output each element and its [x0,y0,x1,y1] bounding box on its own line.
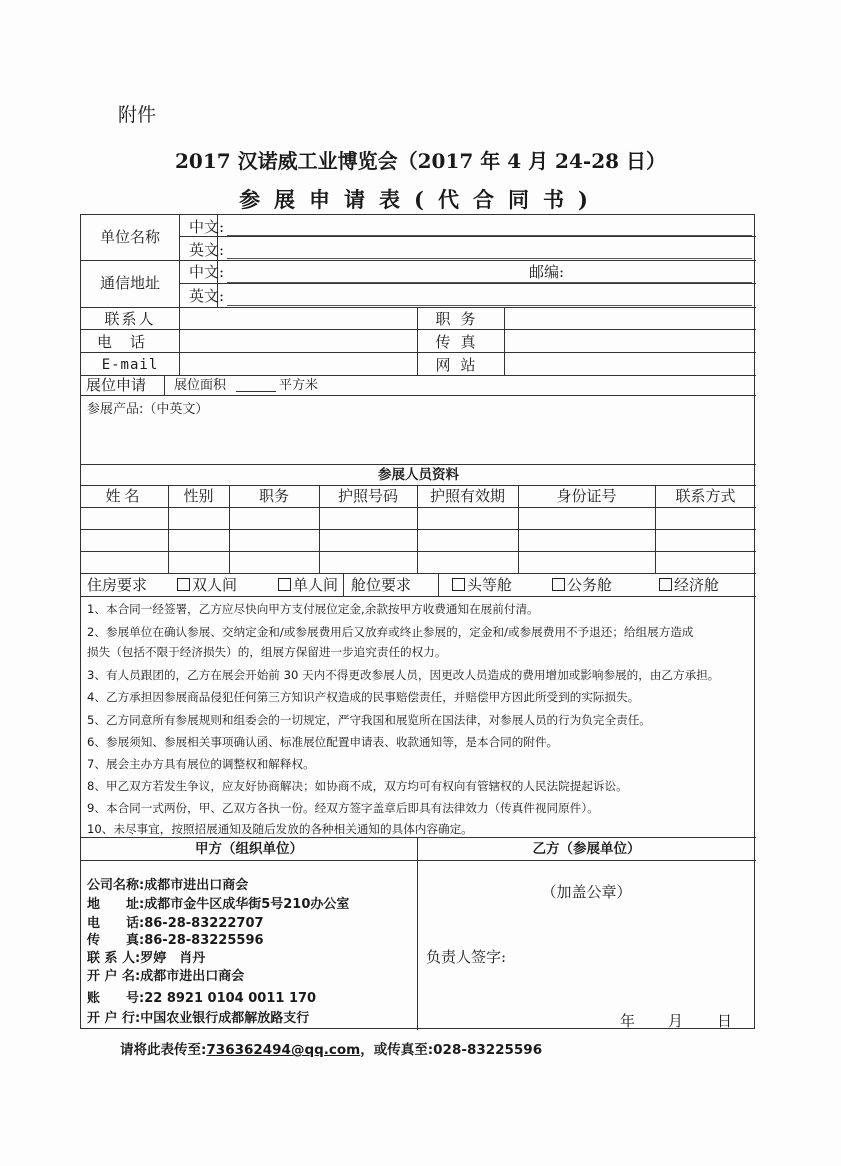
address-en-field[interactable] [227,305,752,306]
party-a-field-label: 联 系 人: [87,951,141,966]
term-item: 9、本合同一式两份，甲、乙双方各执一份。经双方签字盖章后即具有法律效力（传真件视同原件）。 [87,801,599,815]
party-b-header: 乙方（参展单位） [532,841,641,857]
form-subtitle: 参展申请表(代合同书) [239,187,602,212]
position-label: 职务 [435,310,486,328]
position-field[interactable] [505,308,755,328]
attachment-label: 附件 [118,104,157,126]
party-a-company-value: 成都市进出口商会 [144,878,249,893]
booth-area-field[interactable] [236,391,276,392]
party-a-account-name-value: 成都市进出口商会 [140,969,245,984]
postcode-label: 邮编: [529,263,565,281]
company-name-cn-field[interactable] [227,235,752,236]
term-item: 6、参展须知、参展相关事项确认函、标准展位配置申请表、收款通知等，是本合同的附件。 [87,735,559,749]
staff-section-title: 参展人员资料 [378,467,459,483]
checkbox-icon [659,578,672,591]
website-label: 网站 [435,356,486,374]
party-a-field-label: 传 真: [87,933,145,948]
party-a-account-no-value: 22 8921 0104 0011 170 [144,991,317,1006]
term-item: 3、有人员跟团的，乙方在展会开始前 30 天内不得更改参展人员，因更改人员造成的费用增加或影响参展的，由乙方承担。 [87,668,720,682]
housing-option-double[interactable]: 双人间 [177,576,237,594]
company-name-cn-label: 中文: [189,218,225,236]
cabin-option-first[interactable]: 头等舱 [452,576,512,594]
staff-col-passport-no: 护照号码 [337,487,398,505]
term-item: 损失（包括不限于经济损失）的，组展方保留进一步追究责任的权力。 [87,645,447,659]
products-label: 参展产品:（中英文） [87,402,209,417]
booth-area-unit: 平方米 [279,378,319,393]
footer-middle: ，或传真至: [360,1042,434,1058]
party-a-contact-value: 罗婷 肖丹 [140,951,206,966]
party-a-field-label: 公司名称: [87,878,145,893]
document-title: 2017 汉诺威工业博览会（2017 年 4 月 24-28 日） [175,149,666,173]
address-cn-label: 中文: [189,263,225,281]
staff-col-id-number: 身份证号 [556,487,617,505]
housing-label: 住房要求 [87,576,148,594]
term-item: 1、本合同一经签署，乙方应尽快向甲方支付展位定金,余款按甲方收费通知在展前付清。 [87,602,539,616]
party-a-phone-value: 86-28-83222707 [144,916,264,931]
term-item: 4、乙方承担因参展商品侵犯任何第三方知识产权造成的民事赔偿责任，并赔偿甲方因此所受到的实际损失。 [87,690,640,704]
cabin-option-business[interactable]: 公务舱 [552,576,612,594]
staff-col-gender: 性别 [183,487,214,505]
party-a-address-value: 成都市金牛区成华街5号210办公室 [144,897,350,912]
email-label: E-mail [101,357,159,373]
footer-prefix: 请将此表传至: [120,1042,207,1058]
housing-option-single[interactable]: 单人间 [278,576,338,594]
date-year-label: 年 [620,1012,636,1030]
booth-area-label: 展位面积 [174,378,227,393]
staff-col-position: 职务 [258,487,289,505]
phone-label: 电话 [96,333,163,351]
term-item: 2、参展单位在确认参展、交纳定金和/或参展费用后又放弃或终止参展的，定金和/或参展费用不予退还；给组展方造成 [87,625,694,639]
checkbox-icon [278,578,291,591]
checkbox-icon [552,578,565,591]
party-a-bank-value: 中国农业银行成都解放路支行 [140,1011,310,1026]
address-label: 通信地址 [99,274,160,292]
company-name-en-field[interactable] [227,258,752,259]
email-field[interactable] [180,353,416,374]
party-a-fax-value: 86-28-83225596 [144,933,264,948]
cabin-label: 舱位要求 [351,576,412,594]
party-a-field-label: 账 号: [87,991,145,1006]
products-field[interactable] [82,420,755,462]
application-form [80,214,755,1029]
staff-row[interactable] [82,508,755,528]
contact-person-label: 联系人 [104,310,156,328]
checkbox-icon [177,578,190,591]
date-month-label: 月 [668,1012,684,1030]
booth-application-label: 展位申请 [86,376,147,394]
term-item: 8、甲乙双方若发生争议，应友好协商解决；如协商不成，双方均可有权向有管辖权的人民法院提起诉讼。 [87,779,628,793]
party-b-signature-field[interactable] [521,943,741,967]
party-a-field-label: 开 户 行: [87,1011,141,1026]
party-a-header: 甲方（组织单位） [195,841,303,857]
party-b-signature-label: 负责人签字: [426,948,507,966]
staff-col-passport-expiry: 护照有效期 [429,487,505,505]
term-item: 10、未尽事宜，按照招展通知及随后发放的各种相关通知的具体内容确定。 [87,822,473,836]
staff-col-contact: 联系方式 [675,487,736,505]
company-name-en-label: 英文: [189,241,225,259]
term-item: 7、展会主办方具有展位的调整权和解释权。 [87,757,315,771]
fax-field[interactable] [505,330,755,351]
cabin-option-economy[interactable]: 经济舱 [659,576,719,594]
party-a-field-label: 电 话: [87,916,145,931]
address-cn-field[interactable] [227,282,752,283]
contact-person-field[interactable] [180,308,416,328]
company-name-label: 单位名称 [99,228,160,246]
address-en-label: 英文: [189,287,225,305]
staff-row[interactable] [82,530,755,550]
staff-row[interactable] [82,552,755,572]
submission-instructions [120,1038,542,1058]
staff-col-name: 姓名 [105,487,144,505]
fax-label: 传真 [435,333,486,351]
date-day-label: 日 [717,1012,733,1030]
website-field[interactable] [505,353,755,374]
checkbox-icon [452,578,465,591]
party-a-field-label: 开 户 名: [87,969,141,984]
party-b-stamp-placeholder: （加盖公章） [541,883,632,901]
party-a-field-label: 地 址: [87,897,145,912]
phone-field[interactable] [180,330,416,351]
footer-email-link[interactable]: 736362494@qq.com [206,1042,361,1058]
footer-fax: 028-83225596 [433,1042,543,1058]
term-item: 5、乙方同意所有参展规则和组委会的一切规定，严守我国和展览所在国法律，对参展人员的行为负完全责任。 [87,713,651,727]
